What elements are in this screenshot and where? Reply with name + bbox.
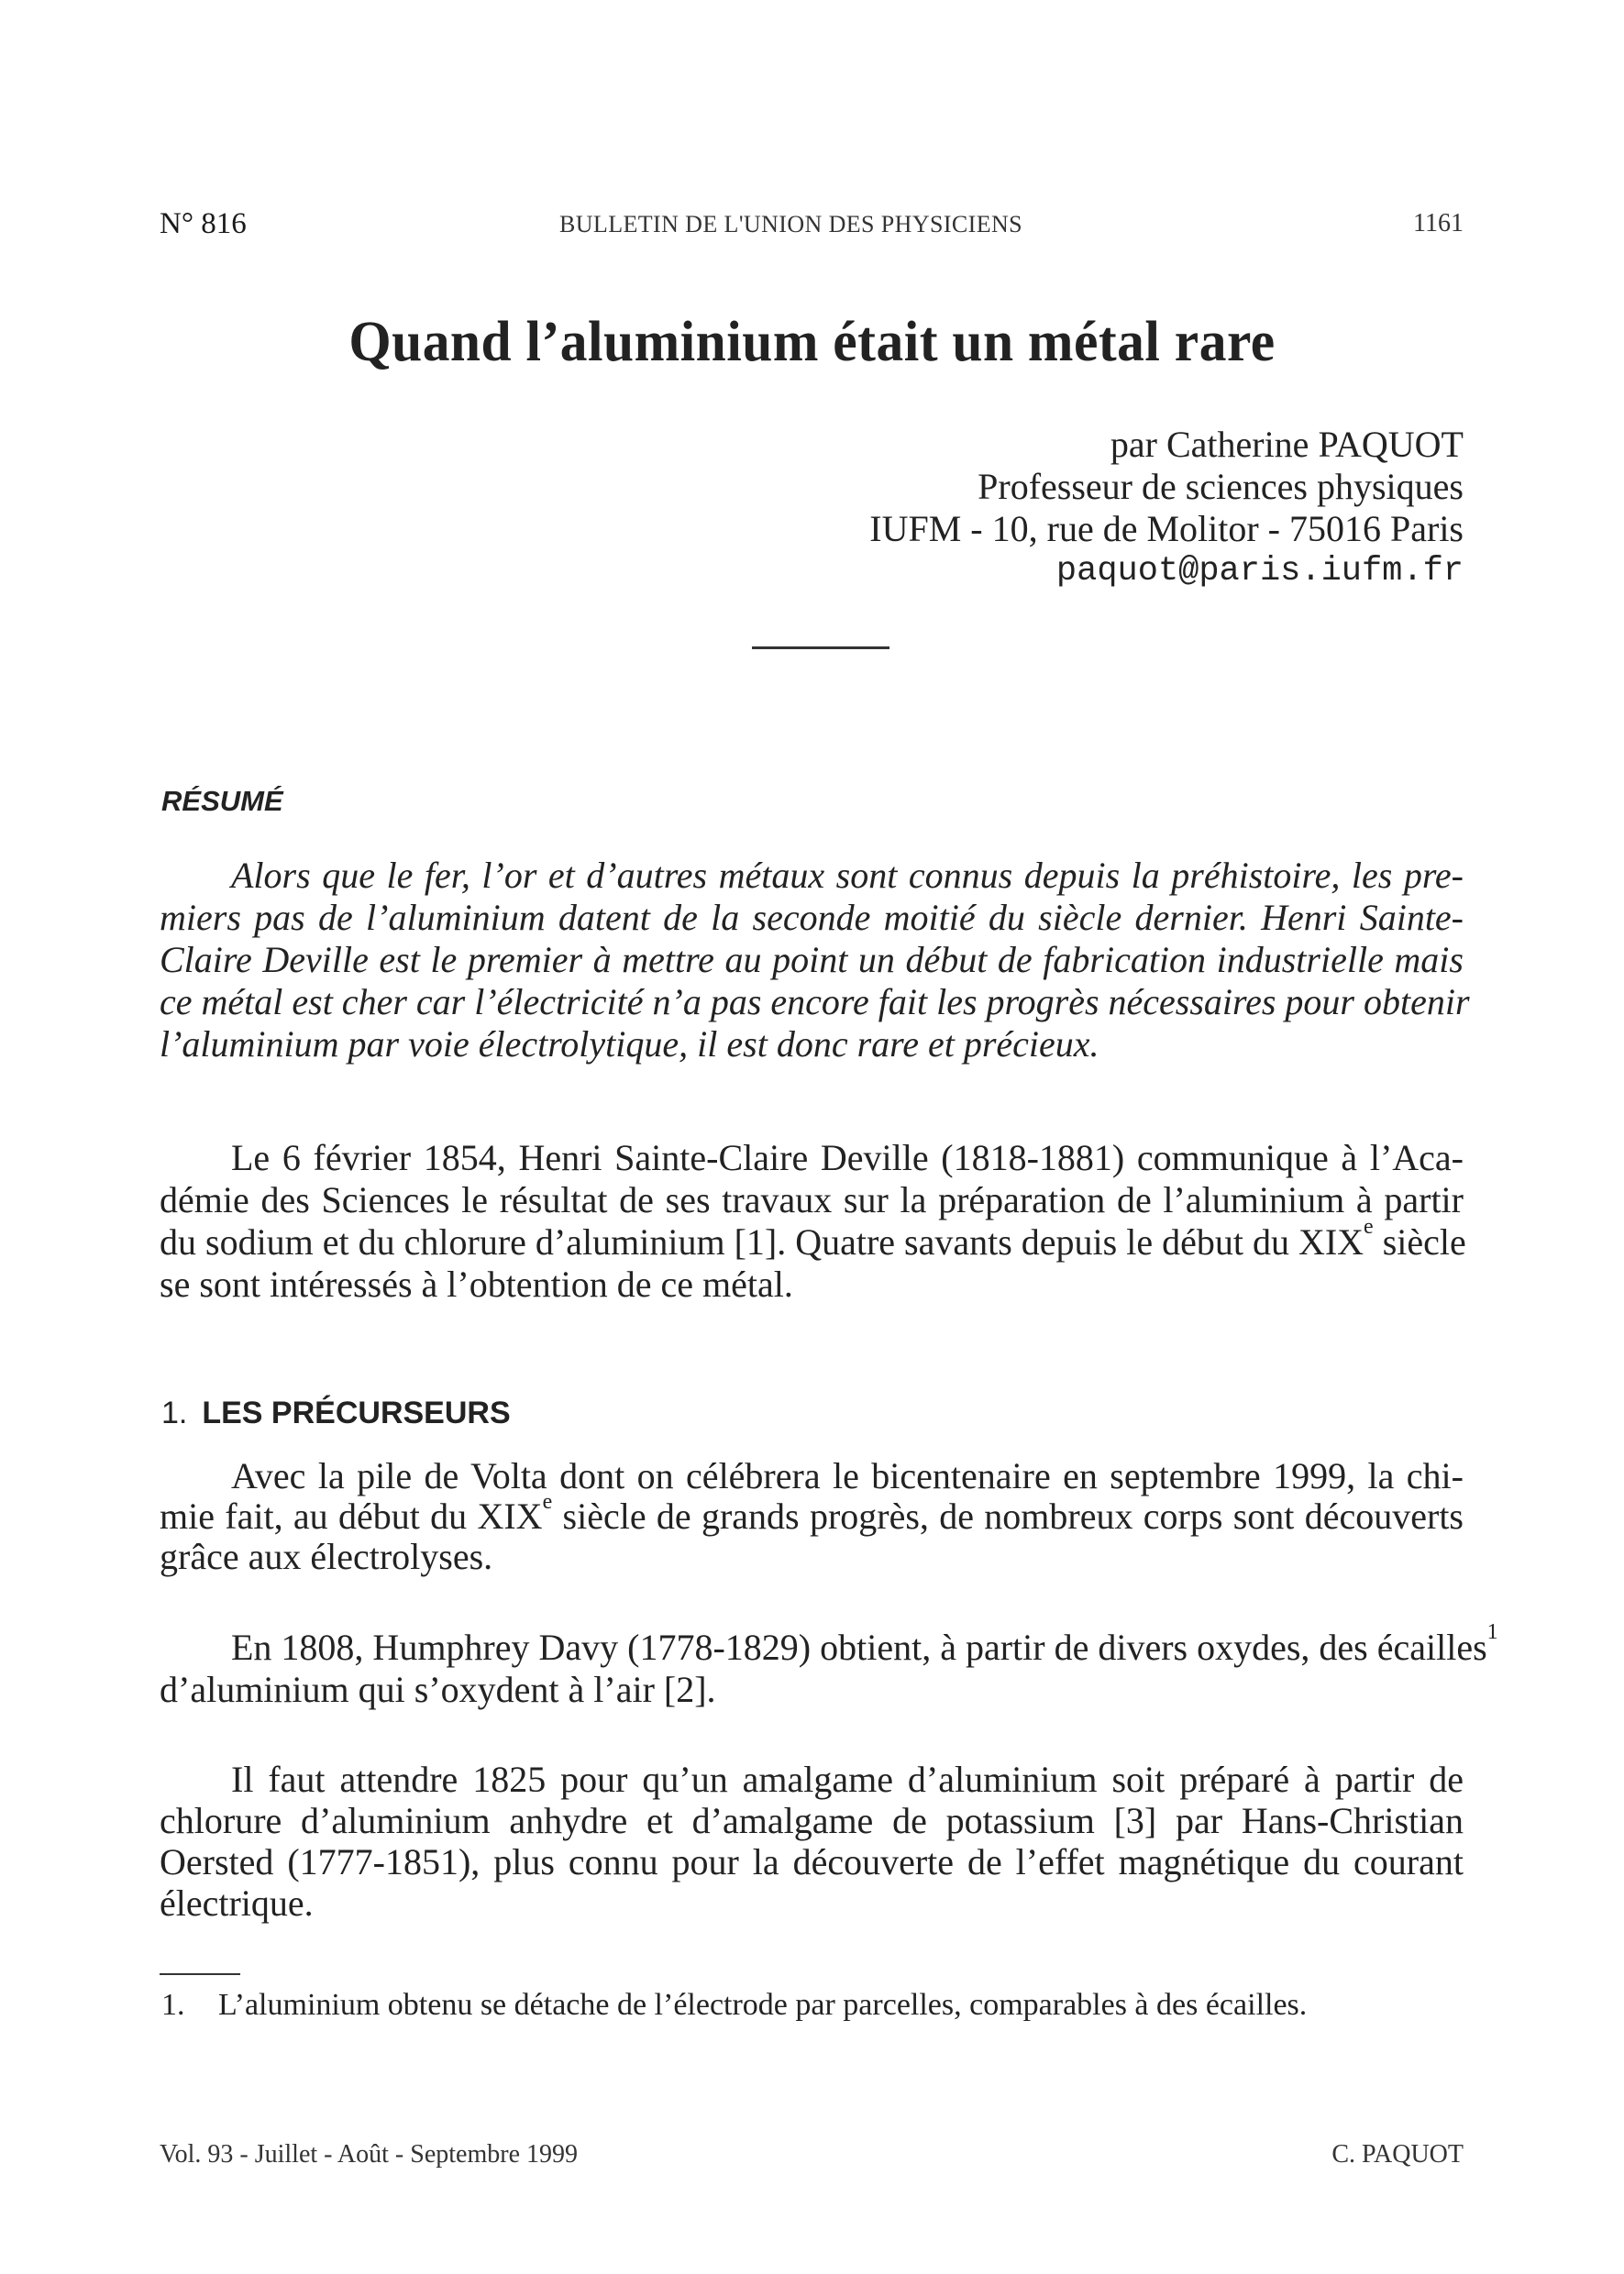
text-segment: En 1808, Humphrey Davy (1778-1829) obtient, à partir de divers oxydes, des écailles (231, 1627, 1487, 1668)
footer-author: C. PAQUOT (1331, 2140, 1464, 2169)
text-line: grâce aux électrolyses. (160, 1536, 493, 1577)
section-heading (161, 1396, 511, 1431)
author-block (869, 424, 1464, 592)
text-line: ce métal est cher car l’électricité n’a pas encore fait les progrès nécessaires pour obtenir (160, 981, 1470, 1022)
author-email[interactable]: paquot@paris.iufm.fr (1055, 552, 1464, 591)
footnote-text: L’aluminium obtenu se détache de l’électrode par parcelles, comparables à des écailles. (218, 1988, 1308, 2022)
footnote-ref[interactable]: 1 (1486, 1620, 1498, 1644)
superscript: e (1364, 1215, 1374, 1239)
text-line (160, 1490, 1464, 1537)
text-line: miers pas de l’aluminium datent de la seconde moitié du siècle dernier. Henri Sainte- (160, 897, 1464, 938)
article-title: Quand l’aluminium était un métal rare (348, 311, 1276, 373)
text-line: électrique. (160, 1882, 314, 1924)
text-line (160, 1620, 1498, 1669)
separator-rule (752, 646, 889, 649)
issue-number: N° 816 (160, 207, 247, 240)
text-line: Oersted (1777-1851), plus connu pour la découverte de l’effet magnétique du courant (160, 1841, 1464, 1882)
text-line: Claire Deville est le premier à mettre au point un début de fabrication industrielle mais (160, 939, 1464, 980)
journal-name: BULLETIN DE L'UNION DES PHYSICIENS (559, 211, 1023, 237)
page-number: 1161 (1413, 209, 1464, 237)
footnote-number: 1. (161, 1988, 185, 2022)
author-address: IUFM - 10, rue de Molitor - 75016 Paris (869, 508, 1464, 549)
abstract-paragraph (160, 855, 1470, 1065)
author-byline: par Catherine PAQUOT (1110, 424, 1464, 465)
intro-paragraph (160, 1137, 1464, 1306)
text-line: chlorure d’aluminium anhydre et d’amalgame de potassium [3] par Hans-Christian (160, 1800, 1464, 1841)
footer-volume: Vol. 93 - Juillet - Août - Septembre 1999 (160, 2140, 578, 2169)
text-line: Alors que le fer, l’or et d’autres métaux sont connus depuis la préhistoire, les pre- (231, 855, 1464, 896)
text-line: Avec la pile de Volta dont on célébrera le bicentenaire en septembre 1999, la chi- (231, 1455, 1464, 1496)
text-line: d’aluminium qui s’oxydent à l’air [2]. (160, 1669, 716, 1710)
footnote-rule (160, 1973, 240, 1975)
text-line: l’aluminium par voie électrolytique, il est donc rare et précieux. (160, 1023, 1099, 1065)
running-header (160, 207, 1464, 244)
text-segment: du sodium et du chlorure d’aluminium [1]. Quatre savants depuis le début du XIX (160, 1221, 1364, 1263)
page-footer (160, 2140, 1464, 2177)
author-position: Professeur de sciences physiques (978, 466, 1464, 507)
text-line: Il faut attendre 1825 pour qu’un amalgame d’aluminium soit préparé à partir de (231, 1759, 1464, 1800)
text-segment: siècle (1373, 1221, 1466, 1263)
paragraph (160, 1456, 1464, 1577)
abstract-heading: RÉSUMÉ (161, 785, 283, 817)
footnote (161, 1988, 1307, 2023)
paragraph (160, 1620, 1498, 1711)
text-line: démie des Sciences le résultat de ses travaux sur la préparation de l’aluminium à partir (160, 1179, 1464, 1220)
text-line: Le 6 février 1854, Henri Sainte-Claire Deville (1818-1881) communique à l’Aca- (231, 1137, 1464, 1178)
section-title: LES PRÉCURSEURS (202, 1396, 511, 1430)
text-segment: siècle de grands progrès, de nombreux corps sont découverts (552, 1496, 1464, 1537)
section-number: 1. (161, 1396, 188, 1430)
text-line (160, 1215, 1466, 1264)
text-segment: mie fait, au début du XIX (160, 1496, 543, 1537)
paragraph (160, 1759, 1464, 1924)
superscript: e (542, 1490, 553, 1514)
text-line: se sont intéressés à l’obtention de ce métal. (160, 1264, 793, 1305)
